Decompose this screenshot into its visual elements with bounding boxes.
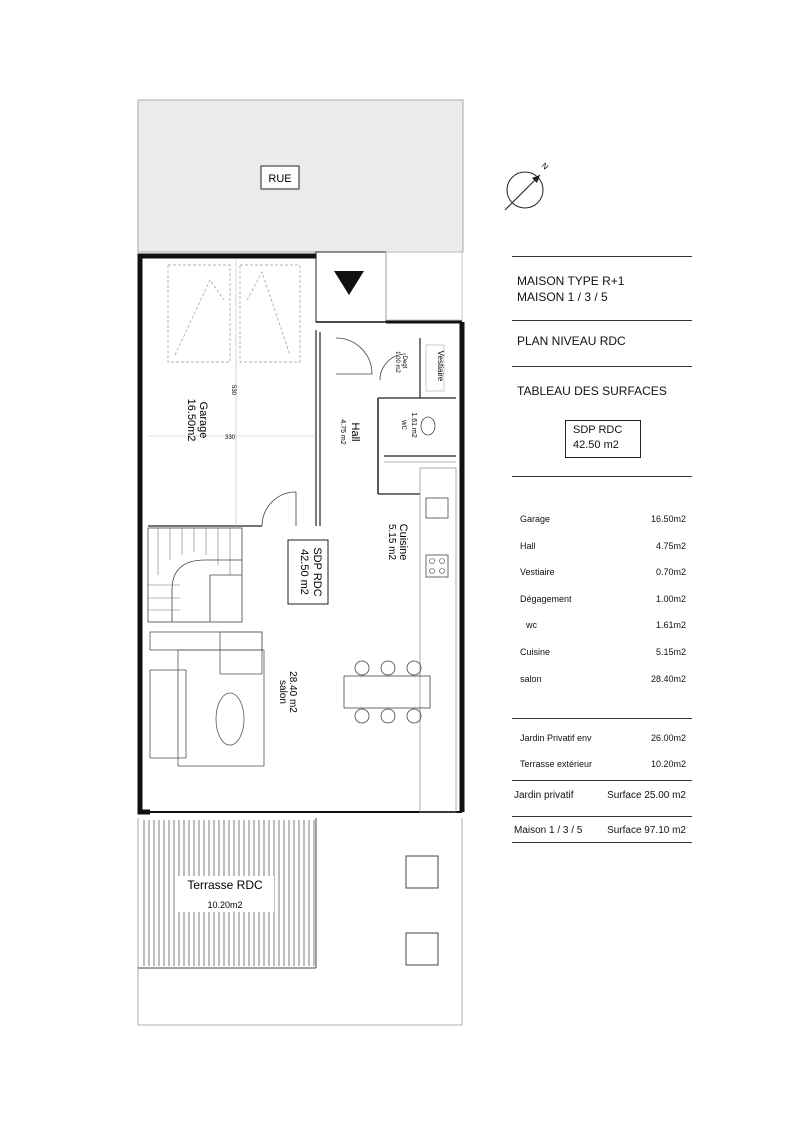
burner-1 — [430, 559, 435, 564]
entrance-arrow-icon — [334, 271, 364, 295]
row-name: wc — [526, 620, 537, 630]
surface-row-terrasse — [512, 759, 690, 773]
surface-row-vestiaire — [512, 567, 690, 581]
row-name: Cuisine — [520, 647, 551, 657]
sofa-side — [150, 670, 186, 758]
north-arrow-icon — [505, 172, 543, 210]
maison-total-row — [512, 825, 690, 839]
row-value: 0.70m2 — [655, 567, 686, 577]
row-value: 26.00m2 — [650, 733, 686, 743]
street-label: RUE — [268, 173, 292, 185]
row-name: Garage — [520, 514, 551, 524]
entry-door-swing — [336, 338, 372, 374]
surface-row-garage — [512, 514, 690, 528]
vestiaire-name: Vestiaire — [436, 350, 445, 382]
wc-name: WC — [400, 420, 406, 430]
car-right-outline — [240, 265, 300, 362]
cuisine-area: 5.15 m2 — [386, 523, 397, 561]
row-name: Dégagement — [520, 594, 572, 604]
row-value: Surface 97.10 m2 — [607, 825, 686, 836]
burner-2 — [440, 559, 445, 564]
sofa-back — [150, 632, 262, 650]
north-label: N — [539, 161, 550, 172]
wc-area: 1.61 m2 — [410, 412, 417, 438]
degt-area: 1.00 m2 — [394, 351, 400, 373]
garage-dim-b: 330 — [224, 435, 236, 441]
plan-level: PLAN NIVEAU RDC — [517, 334, 626, 348]
row-value: 10.20m2 — [650, 759, 686, 769]
planter-2 — [406, 933, 438, 965]
toilet-icon — [421, 417, 435, 435]
salon-area: 28.40 m2 — [287, 671, 298, 713]
exterior-walls — [140, 256, 462, 812]
salon-name: salon — [277, 680, 288, 704]
row-name: Terrasse extérieur — [520, 759, 593, 769]
legend-rule-4 — [512, 476, 692, 477]
surface-row-jardin-env — [512, 733, 690, 747]
living-rug — [178, 650, 264, 766]
legend-rule-5 — [512, 718, 692, 719]
planter-1 — [406, 856, 438, 888]
car-left-roof — [175, 280, 224, 355]
table-title: TABLEAU DES SURFACES — [517, 384, 667, 398]
degt-name: Degt — [401, 355, 407, 369]
surface-row-degagement — [512, 594, 690, 608]
surface-row-hall — [512, 541, 690, 555]
surface-row-salon — [512, 674, 690, 688]
row-name: Hall — [520, 541, 536, 551]
coffee-table — [216, 693, 244, 745]
garage-area: 16.50m2 — [185, 398, 197, 442]
car-right-roof — [247, 272, 290, 355]
sdp-legend-box — [565, 420, 641, 458]
garage-dim-a: 530 — [230, 384, 236, 396]
row-value: 4.75m2 — [655, 541, 686, 551]
garage-name: Garage — [197, 401, 209, 439]
dining-chairs — [355, 661, 421, 723]
burner-4 — [440, 569, 445, 574]
armchair — [220, 632, 262, 674]
row-name: Jardin privatif — [514, 790, 574, 801]
kitchen-sink — [426, 498, 448, 518]
row-value: 16.50m2 — [650, 514, 686, 524]
sdp-legend-line1: SDP RDC — [573, 424, 623, 436]
row-name: salon — [520, 674, 542, 684]
row-name: Jardin Privatif env — [520, 733, 592, 743]
jardin-total-row — [512, 790, 690, 804]
row-value: Surface 25.00 m2 — [607, 790, 686, 801]
hall-area: 4.75 m2 — [339, 419, 346, 445]
kitchen-cooktop — [426, 555, 448, 577]
terrace-name: Terrasse RDC — [187, 878, 263, 892]
sdp-plan-line1: SDP RDC — [311, 547, 323, 597]
legend-rule-6 — [512, 780, 692, 781]
terrace-area: 10.20m2 — [207, 900, 243, 910]
legend-rule-3 — [512, 366, 692, 367]
dining-table — [344, 676, 430, 708]
car-left-outline — [168, 265, 230, 362]
row-value: 1.00m2 — [655, 594, 686, 604]
legend-rule-7 — [512, 816, 692, 817]
surface-row-wc — [512, 620, 690, 634]
title-line-2: MAISON 1 / 3 / 5 — [517, 290, 608, 304]
row-name: Maison 1 / 3 / 5 — [514, 825, 583, 836]
hall-name: Hall — [349, 422, 361, 442]
row-value: 28.40m2 — [650, 674, 686, 684]
title-line-1: MAISON TYPE R+1 — [517, 274, 625, 288]
legend-rule-1 — [512, 256, 692, 257]
garage-door-swing — [262, 492, 296, 526]
burner-3 — [430, 569, 435, 574]
row-value: 1.61m2 — [655, 620, 686, 630]
surface-row-cuisine — [512, 647, 690, 661]
legend-rule-2 — [512, 320, 692, 321]
kitchen-counter — [420, 468, 456, 812]
row-value: 5.15m2 — [655, 647, 686, 657]
cuisine-name: Cuisine — [397, 523, 409, 561]
side-passage — [386, 252, 462, 320]
sdp-plan-line2: 42.50 m2 — [298, 549, 310, 595]
street-area — [138, 100, 463, 252]
sdp-legend-line2: 42.50 m2 — [573, 439, 619, 451]
row-name: Vestiaire — [520, 567, 555, 577]
legend-rule-8 — [512, 842, 692, 843]
stair-curve — [172, 560, 242, 622]
stair-steps — [148, 528, 230, 610]
